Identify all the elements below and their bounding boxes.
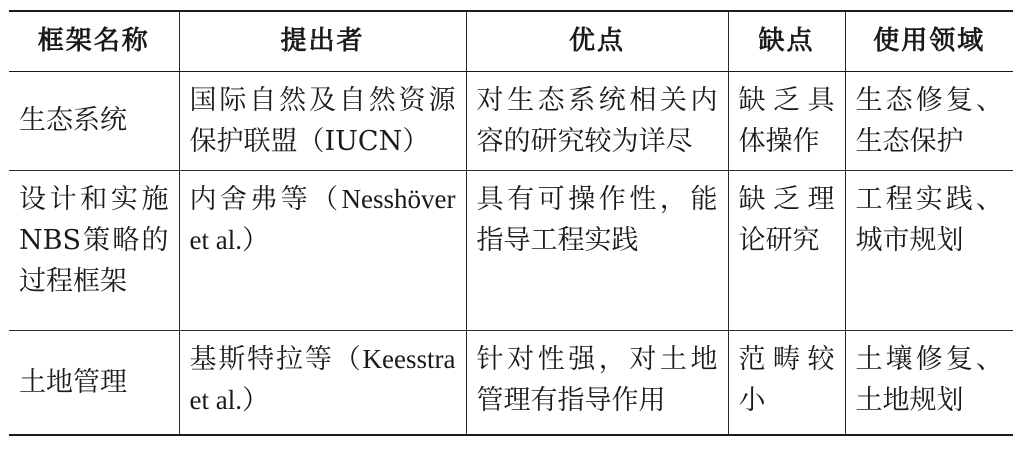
cell-framework-name	[9, 170, 179, 330]
cell-disadvantages	[728, 170, 845, 330]
cell-framework-name	[9, 330, 179, 435]
framework-name-text: 设计和实施NBS策略的过程框架	[19, 183, 169, 297]
header-fields: 使用领域	[845, 11, 1013, 71]
cell-fields	[845, 330, 1013, 435]
header-advantages: 优点	[466, 11, 728, 71]
cell-framework-name	[9, 71, 179, 170]
table-row	[9, 170, 1013, 330]
table-header	[9, 11, 1013, 71]
proposer-text: 国际自然及自然资源保护联盟（IUCN）	[189, 84, 456, 157]
cell-disadvantages	[728, 330, 845, 435]
framework-name-text: 生态系统	[19, 105, 127, 136]
advantages-text: 针对性强，对土地管理有指导作用	[476, 343, 718, 416]
fields-text: 生态修复、生态保护	[855, 84, 1003, 157]
advantages-text: 具有可操作性，能指导工程实践	[476, 183, 718, 256]
fields-text: 土壤修复、土地规划	[855, 343, 1003, 416]
cell-proposer	[179, 71, 466, 170]
disadvantages-text: 缺乏具体操作	[738, 84, 835, 157]
header-proposer: 提出者	[179, 11, 466, 71]
cell-advantages	[466, 330, 728, 435]
header-row	[9, 11, 1013, 71]
advantages-text: 对生态系统相关内容的研究较为详尽	[476, 84, 718, 157]
table-row	[9, 71, 1013, 170]
cell-fields	[845, 170, 1013, 330]
cell-disadvantages	[728, 71, 845, 170]
cell-advantages	[466, 170, 728, 330]
table-row	[9, 330, 1013, 435]
framework-comparison-table	[9, 10, 1013, 436]
cell-proposer	[179, 330, 466, 435]
table-body	[9, 71, 1013, 435]
disadvantages-text: 缺乏理论研究	[738, 183, 835, 256]
header-framework-name: 框架名称	[9, 11, 179, 71]
framework-comparison-table-container	[9, 10, 1013, 436]
proposer-text: 内舍弗等（Nesshöver et al.）	[189, 183, 456, 255]
cell-fields	[845, 71, 1013, 170]
cell-advantages	[466, 71, 728, 170]
cell-proposer	[179, 170, 466, 330]
framework-name-text: 土地管理	[19, 366, 127, 398]
header-disadvantages: 缺点	[728, 11, 845, 71]
disadvantages-text: 范畴较小	[738, 343, 835, 416]
proposer-text: 基斯特拉等（Keesstra et al.）	[189, 343, 456, 415]
fields-text: 工程实践、城市规划	[855, 183, 1003, 256]
